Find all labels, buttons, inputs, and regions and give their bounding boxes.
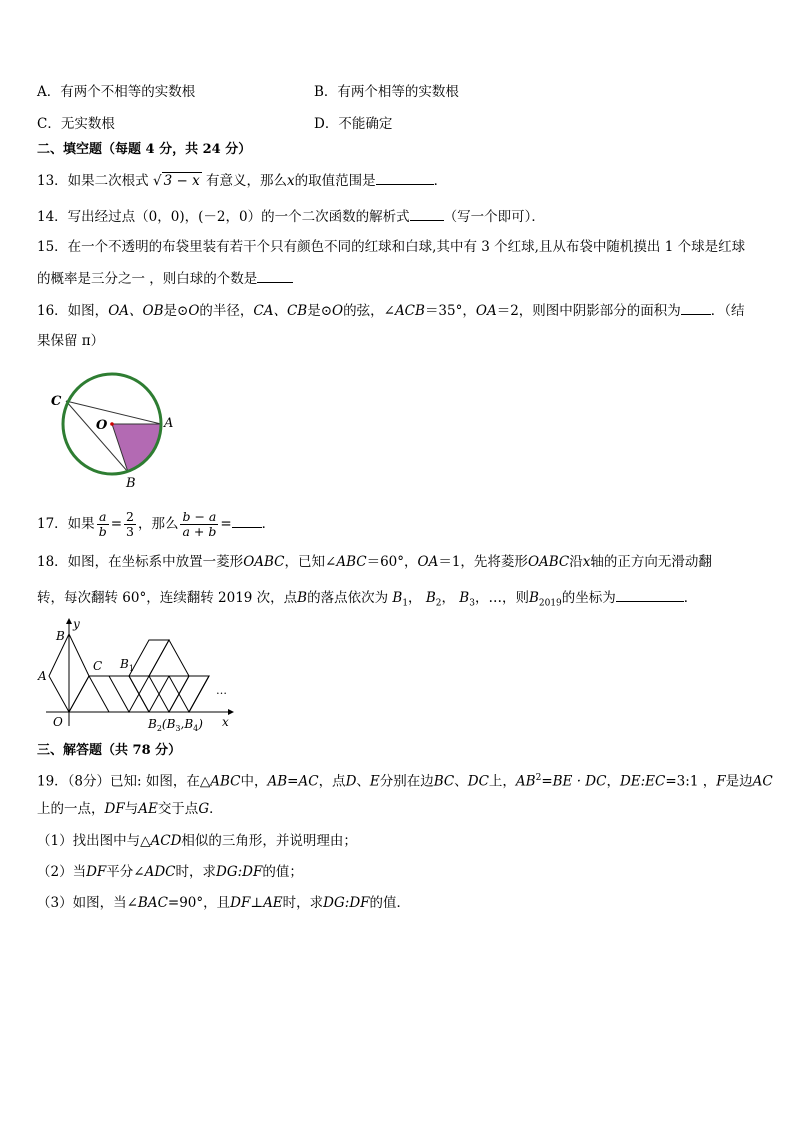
q19-p3-f: AE	[263, 895, 283, 911]
q16-text-m: ＝2，则图中阴影部分的面积为	[496, 303, 681, 319]
q15-line2-text: 的概率是三分之一 ，则白球的个数是	[37, 271, 258, 287]
q17-prefix: 17．如果	[37, 516, 95, 532]
q19-l2-b: DF	[104, 801, 125, 817]
q19-p1-b: ACD	[150, 833, 182, 849]
q18-k: 轴的正方向无滑动翻	[590, 554, 712, 570]
q18-i: 沿	[569, 554, 583, 570]
q18-j: x	[582, 554, 591, 570]
chain-line-1	[89, 676, 109, 712]
q19-r: =3:1 ，	[665, 773, 717, 790]
q17-frac2-num: 2	[126, 509, 134, 524]
q19-p3-c: =90°，且	[167, 895, 231, 911]
q17-frac1-num: a	[97, 510, 109, 525]
q18-b2019: B	[528, 590, 539, 606]
q18-l2-b: B	[297, 590, 308, 606]
q19-p3-d: DF	[230, 895, 251, 911]
q16-text-f: CA、CB	[253, 303, 308, 319]
q19-m: 上，	[488, 773, 516, 790]
label-b: B	[126, 476, 136, 490]
q17-answer-blank[interactable]	[232, 513, 262, 528]
question-16-line1	[37, 300, 745, 321]
q16-text-h: O	[332, 303, 344, 319]
q19-j: BC	[433, 773, 455, 790]
q19-u: AC	[752, 773, 773, 790]
chord-ca	[66, 401, 161, 424]
choice-b: B．有两个相等的实数根	[314, 84, 459, 100]
question-15-line1: 15．在一个不透明的布袋里装有若干个只有颜色不同的红球和白球,其中有 3 个红球,且从布袋中随机摸出 1 个球是红球	[37, 239, 746, 255]
q19-h: E	[369, 773, 380, 790]
q16-text-g: 是⊙	[307, 303, 333, 319]
q13-radicand: 3 − x	[163, 173, 200, 189]
q18-l2-e: 的坐标为	[561, 590, 616, 606]
label-b: B	[56, 629, 65, 643]
label-a: A	[164, 416, 174, 431]
q19-d: AB=AC	[267, 773, 319, 790]
label-b3: (B	[161, 717, 176, 731]
q13-var: x	[287, 173, 295, 189]
q18-l2-a: 转，每次翻转 60°，连续翻转 2019 次，点	[37, 590, 298, 606]
q19-l2-c: 与	[124, 801, 139, 817]
q13-prefix: 13．如果二次根式	[37, 173, 149, 189]
label-o: O	[53, 715, 63, 729]
rhombus-up	[129, 640, 169, 676]
question-19-part2	[37, 862, 303, 882]
q19-p3-e: ⊥	[250, 895, 264, 911]
q19-p3-h: DG:DF	[323, 895, 370, 911]
q15-answer-blank[interactable]	[257, 268, 293, 283]
q18-l2-d: ，…，则	[474, 590, 529, 606]
q17-frac-ab	[97, 510, 109, 539]
q19-sup: 2	[535, 773, 542, 783]
choice-a: A．有两个不相等的实数根	[37, 84, 196, 100]
q19-l2-d: AE	[138, 801, 158, 817]
q19-f: D	[345, 773, 357, 790]
question-13	[37, 170, 447, 191]
label-a: A	[38, 669, 47, 683]
label-b2: B	[148, 717, 157, 731]
label-b2-sub: 2	[156, 724, 162, 733]
q19-l2-g: ．	[209, 801, 223, 817]
q19-p1-c: 相似的三角形，并说明理由；	[181, 833, 357, 849]
q13-suffix: 的取值范围是	[294, 173, 376, 189]
q17-frac2-den: 3	[126, 524, 134, 539]
q18-b3: B	[459, 590, 470, 606]
question-19-part1	[37, 831, 357, 851]
q19-p2-f: DG:DF	[216, 864, 263, 880]
q19-p3-i: 的值．	[369, 895, 411, 911]
x-axis-arrow	[228, 709, 234, 715]
q19-p: ，	[606, 773, 620, 790]
label-close: )	[198, 717, 203, 731]
label-y: y	[73, 617, 80, 631]
q16-text-j: ACB	[394, 303, 425, 319]
q19-p3-g: 时，求	[282, 895, 324, 911]
question-14	[37, 206, 545, 227]
q19-l2-f: G	[198, 801, 210, 817]
q18-answer-blank[interactable]	[616, 587, 684, 602]
q18-b1-sub: 1	[402, 598, 409, 609]
question-16-line2: 果保留 π）	[37, 333, 105, 349]
question-18-line2: 转，每次翻转 60°，连续翻转 2019 次，点B的落点依次为 $B_1$， $B_2$， $B_3$，…，则$B_{2019}$的坐标为 ．	[37, 587, 697, 614]
q19-p2-g: 的值；	[262, 864, 303, 880]
q18-l2-f: ．	[683, 590, 698, 606]
section-3-title: 三、解答题（共 78 分）	[37, 743, 182, 758]
q16-text-a: 16．如图，	[37, 303, 109, 319]
q19-o: =BE · DC	[541, 773, 607, 790]
q14-suffix: （写一个即可）．	[443, 209, 545, 225]
q17-end: ．	[261, 516, 276, 532]
label-c: C	[93, 659, 103, 673]
q19-p1-a: （1）找出图中与△	[37, 833, 151, 849]
label-b2-b3-b4	[147, 717, 203, 733]
question-19-line2	[37, 799, 223, 819]
q19-a: 19．（8分）已知: 如图，在△	[37, 773, 211, 790]
choice-c: C．无实数根	[37, 116, 115, 132]
q19-q: DE:EC	[619, 773, 666, 790]
q16-text-i: 的弦，∠	[343, 303, 395, 319]
label-b1-letter: B	[120, 657, 129, 671]
label-b3-sub: 3	[175, 724, 181, 733]
figure-16	[50, 365, 180, 490]
q18-b2019-sub: 2019	[538, 598, 562, 609]
q18-b2: B	[425, 590, 436, 606]
q18-b: OABC	[243, 554, 285, 570]
q18-a: 18．如图，在坐标系中放置一菱形	[37, 554, 244, 570]
q19-p2-e: 时，求	[175, 864, 217, 880]
q18-e: ＝60°，	[366, 554, 418, 570]
y-axis-arrow	[66, 618, 72, 624]
q18-d: ABC	[336, 554, 367, 570]
q19-c: 中，	[240, 773, 268, 790]
center-dot	[110, 422, 114, 426]
rhombus-flat-2	[169, 676, 209, 712]
q19-p3-b: BAC	[137, 895, 168, 911]
q16-text-n: ．（结	[710, 303, 745, 319]
q17-middle: ，那么	[137, 516, 179, 532]
q19-s: F	[716, 773, 726, 790]
q19-l2-e: 交于点	[157, 801, 199, 817]
q19-l2-a: 上的一点，	[37, 801, 105, 817]
q16-text-l: OA	[475, 303, 497, 319]
section-2-title: 二、填空题（每题 4 分，共 24 分）	[37, 142, 252, 157]
label-x: x	[222, 715, 229, 729]
label-c: C	[51, 394, 62, 409]
q19-p3-a: （3）如图，当∠	[37, 895, 138, 911]
q19-g: 、	[356, 773, 370, 790]
q14-text: 14．写出经过点（0，0)，(－2，0）的一个二次函数的解析式	[37, 209, 410, 225]
q18-l2-c: 的落点依次为	[307, 590, 389, 606]
q18-h: OABC	[527, 554, 570, 570]
label-b1-sub: 1	[128, 664, 134, 673]
q17-frac-expr	[180, 510, 218, 539]
q19-p2-c: 平分∠	[106, 864, 145, 880]
q14-answer-blank[interactable]	[410, 206, 444, 221]
q16-text-d: O	[188, 303, 200, 319]
q19-p2-d: ADC	[144, 864, 176, 880]
q17-frac3-num: b − a	[182, 509, 217, 524]
q19-i: 分别在边	[379, 773, 434, 790]
q13-sqrt: √ 3 − x	[152, 173, 200, 189]
q19-e: ，点	[318, 773, 346, 790]
q19-p2-a: （2）当	[37, 864, 87, 880]
q17-frac1-den: b	[98, 524, 107, 539]
q13-answer-blank[interactable]	[376, 170, 434, 185]
label-b4-sub: 4	[193, 724, 199, 733]
question-19-part3	[37, 893, 410, 913]
q17-eq: =	[110, 516, 123, 532]
q16-text-k: ＝35°，	[424, 303, 476, 319]
q18-c: ，已知∠	[284, 554, 337, 570]
q13-end: ．	[433, 173, 448, 189]
question-15-line2	[37, 268, 293, 289]
figure-18	[36, 616, 236, 736]
q19-p2-b: DF	[86, 864, 107, 880]
q17-frac3-den: a + b	[182, 524, 217, 539]
question-17: 17．如果 $\frac{a}{b}$ = $\frac{2}{3}$ ，那么 $\frac{b - a}{a + b}$ = ．	[37, 509, 276, 539]
q18-f: OA	[417, 554, 439, 570]
q13-middle: 有意义，那么	[206, 173, 287, 189]
q18-b3-sub: 3	[469, 598, 475, 609]
label-b1	[119, 657, 134, 673]
q16-answer-blank[interactable]	[681, 300, 711, 315]
q16-text-c: 是⊙	[163, 303, 189, 319]
q19-l: DC	[467, 773, 489, 790]
q19-t: 是边	[725, 773, 753, 790]
q19-n: AB	[515, 773, 536, 790]
q17-frac-23	[124, 510, 136, 539]
choice-d: D．不能确定	[314, 116, 393, 132]
q16-text-e: 的半径，	[199, 303, 254, 319]
question-19-line1	[37, 768, 773, 792]
q18-b1: B	[392, 590, 403, 606]
q18-b2-sub: 2	[435, 598, 442, 609]
label-o: O	[96, 418, 108, 433]
question-18-line1	[37, 552, 712, 572]
label-b4: ,B	[180, 717, 194, 731]
q16-text-b: OA、OB	[108, 303, 164, 319]
q19-k: 、	[454, 773, 468, 790]
q18-g: ＝1，先将菱形	[438, 554, 528, 570]
label-dots: …	[216, 684, 227, 697]
q19-b: ABC	[210, 773, 241, 790]
